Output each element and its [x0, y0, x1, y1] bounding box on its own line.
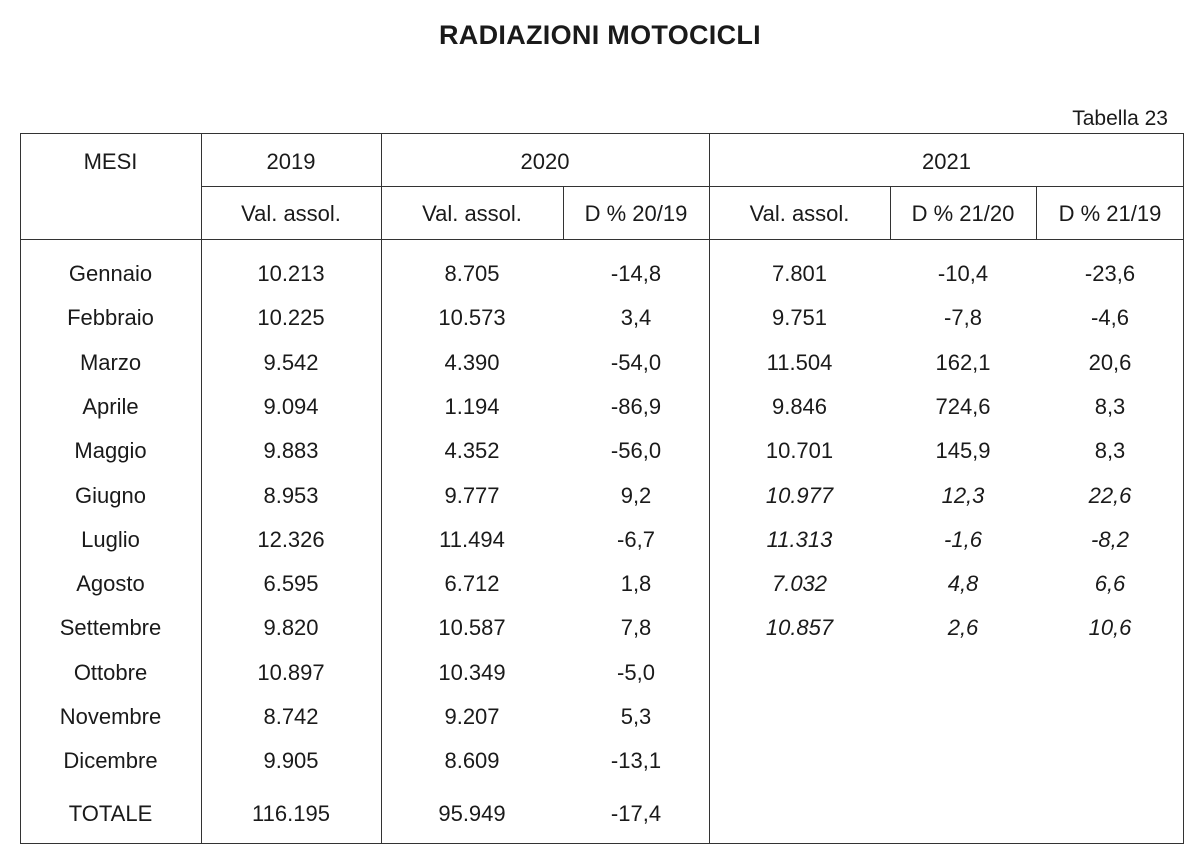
cell-d2019: -13,1	[610, 748, 662, 774]
page-title: RADIAZIONI MOTOCICLI	[439, 20, 761, 50]
cell-mese: Aprile	[82, 393, 139, 419]
cell-d2019: -6,7	[617, 526, 655, 552]
cell-d2019: -54,0	[610, 349, 662, 375]
cell-mese: Luglio	[81, 526, 140, 552]
cell-2019: 10.897	[257, 659, 325, 685]
cell-d2119: 22,6	[1088, 482, 1132, 508]
header-d-21-19: D % 21/19	[1058, 201, 1162, 226]
cell-d2119: -8,2	[1091, 526, 1129, 552]
cell-2019: 9.542	[263, 349, 319, 375]
header-d-21-20: D % 21/20	[911, 201, 1015, 226]
cell-mese: Maggio	[74, 438, 147, 464]
cell-2020: 4.390	[444, 349, 500, 375]
cell-d2120: -1,6	[944, 526, 982, 552]
cell-d2120: 12,3	[941, 482, 985, 508]
cell-mese: Giugno	[75, 482, 146, 508]
cell-2020: 9.777	[444, 482, 500, 508]
cell-2019: 12.326	[257, 526, 325, 552]
cell-d2019: 3,4	[620, 305, 652, 331]
cell-2019: 10.225	[257, 305, 325, 331]
cell-2019: 9.820	[263, 615, 319, 641]
cell-d2019: 9,2	[620, 482, 652, 508]
cell-2019: 9.094	[263, 393, 319, 419]
total-cell-2020: 95.949	[438, 801, 506, 826]
cell-2019: 8.742	[263, 704, 319, 729]
cell-2020: 1.194	[444, 393, 500, 419]
cell-mese: Gennaio	[68, 261, 153, 286]
cell-2020: 6.712	[444, 571, 500, 597]
cell-2019: 9.905	[263, 748, 319, 774]
cell-2021: 9.846	[771, 393, 828, 419]
cell-2021: 10.857	[765, 615, 834, 641]
total-cell-2019: 116.195	[252, 801, 330, 826]
cell-d2120: 2,6	[947, 615, 979, 641]
cell-d2019: -14,8	[610, 261, 662, 286]
cell-d2119: -4,6	[1091, 305, 1129, 331]
header-val-2020: Val. assol.	[422, 201, 522, 226]
cell-mese: Marzo	[79, 349, 142, 375]
cell-2020: 10.349	[438, 659, 506, 685]
cell-d2120: 724,6	[935, 393, 991, 419]
cell-2019: 6.595	[263, 571, 319, 597]
cell-d2119: -23,6	[1084, 261, 1136, 286]
total-cell-mese: TOTALE	[68, 801, 153, 826]
cell-2020: 8.705	[444, 261, 500, 286]
cell-d2019: 1,8	[620, 571, 652, 597]
cell-2021: 10.701	[765, 438, 834, 464]
cell-2021: 7.801	[771, 261, 828, 286]
cell-mese: Ottobre	[73, 659, 148, 685]
cell-d2119: 6,6	[1094, 571, 1126, 597]
cell-2020: 4.352	[444, 438, 500, 464]
header-val-2021: Val. assol.	[749, 201, 850, 226]
cell-2019: 9.883	[263, 438, 319, 464]
cell-d2019: -56,0	[610, 438, 662, 464]
cell-d2120: 145,9	[935, 438, 991, 464]
cell-2021: 10.977	[765, 482, 834, 508]
cell-d2120: 4,8	[947, 571, 979, 597]
cell-d2019: -86,9	[610, 393, 662, 419]
cell-2021: 11.504	[766, 349, 833, 375]
cell-d2019: -5,0	[617, 659, 655, 685]
cell-d2120: 162,1	[935, 349, 991, 375]
table-reference: Tabella 23	[1072, 107, 1168, 130]
cell-mese: Febbraio	[67, 305, 154, 331]
cell-d2120: -10,4	[937, 261, 989, 286]
cell-2020: 10.587	[438, 615, 506, 641]
cell-2021: 11.313	[766, 526, 833, 552]
cell-2019: 10.213	[257, 261, 325, 286]
header-d-20-19: D % 20/19	[584, 201, 688, 226]
cell-d2119: 20,6	[1088, 349, 1132, 375]
cell-2020: 9.207	[444, 704, 500, 729]
header-mesi: MESI	[83, 149, 138, 174]
header-divider-bottom	[20, 239, 1184, 240]
cell-2020: 11.494	[439, 526, 505, 552]
header-2019: 2019	[266, 149, 316, 174]
cell-2019: 8.953	[263, 482, 319, 508]
cell-2021: 9.751	[771, 305, 828, 331]
cell-2020: 8.609	[444, 748, 500, 774]
cell-mese: Settembre	[59, 615, 162, 641]
cell-mese: Dicembre	[63, 748, 158, 774]
cell-mese: Agosto	[76, 571, 145, 597]
cell-d2119: 8,3	[1094, 438, 1126, 464]
header-val-2019: Val. assol.	[241, 201, 341, 226]
total-cell-d2019: -17,4	[610, 801, 662, 826]
cell-d2120: -7,8	[944, 305, 982, 331]
cell-d2019: 5,3	[620, 704, 652, 729]
cell-mese: Novembre	[59, 704, 162, 729]
cell-d2119: 8,3	[1094, 393, 1126, 419]
header-2020: 2020	[520, 149, 570, 174]
cell-d2119: 10,6	[1088, 615, 1132, 641]
cell-d2019: 7,8	[620, 615, 652, 641]
cell-2020: 10.573	[438, 305, 506, 331]
cell-2021: 7.032	[771, 571, 828, 597]
header-2021: 2021	[922, 149, 971, 174]
